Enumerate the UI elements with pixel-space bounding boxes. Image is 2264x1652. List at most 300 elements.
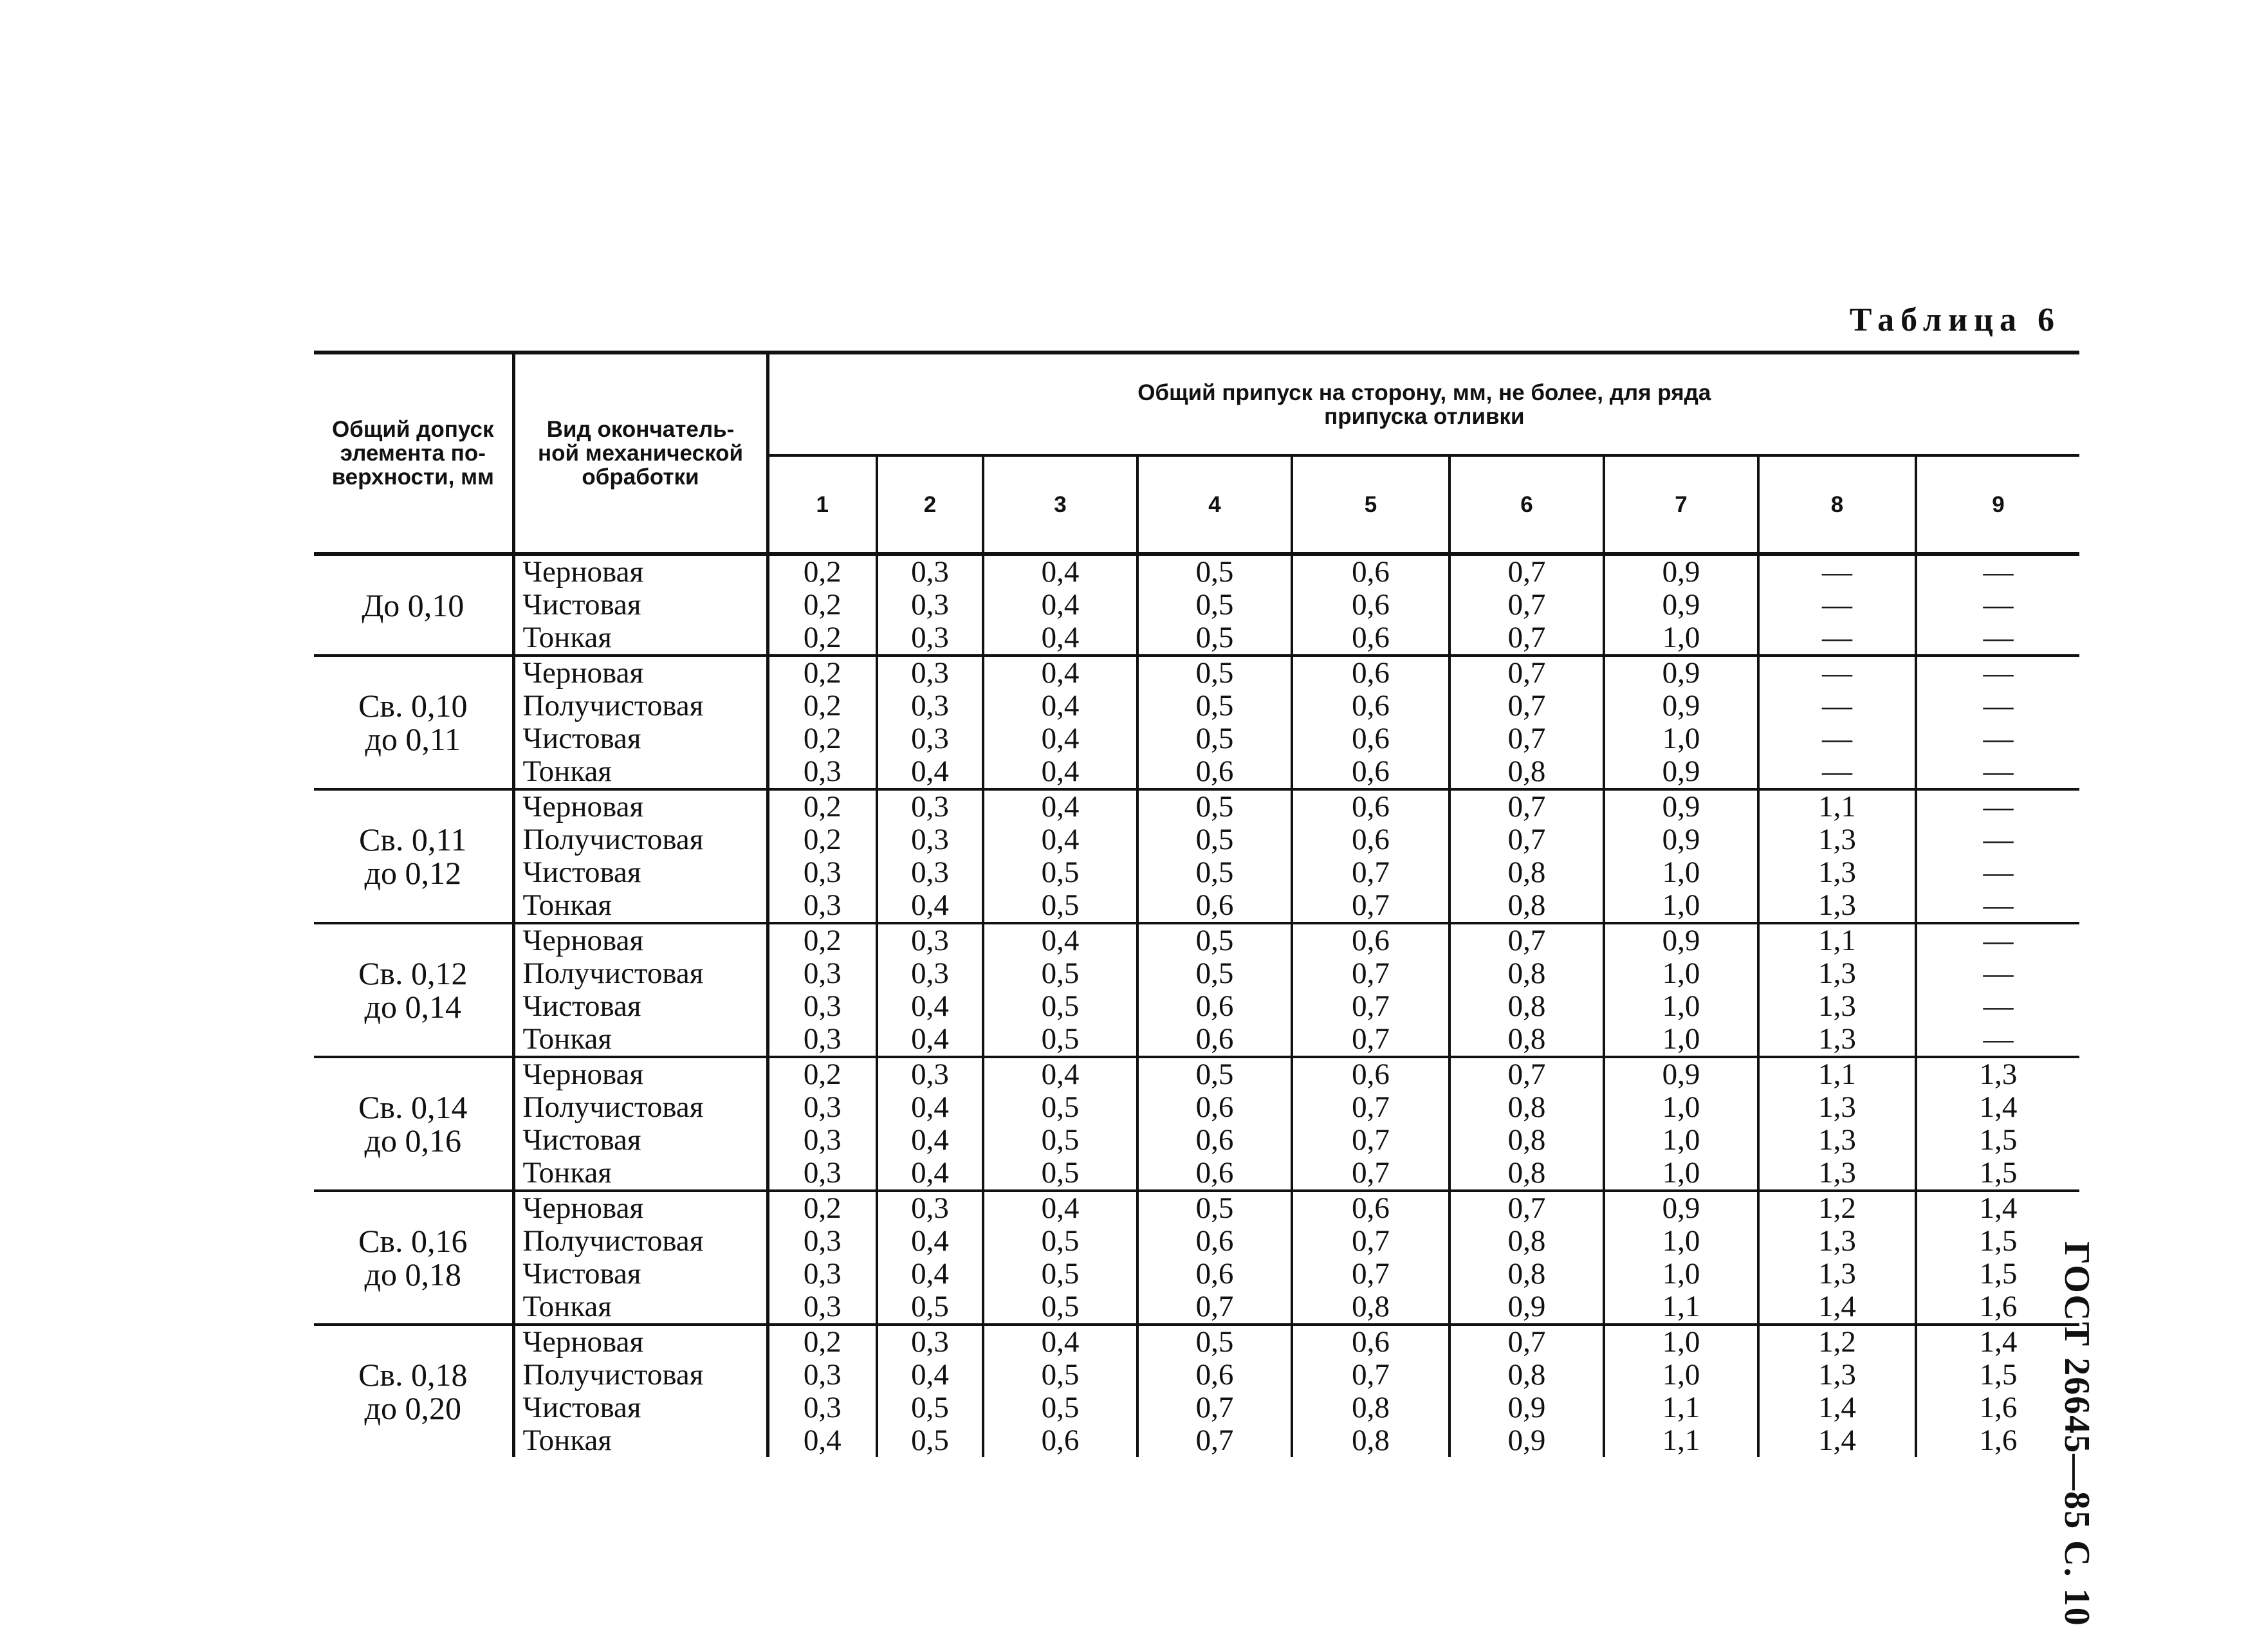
allowance-value: 1,5 [1979, 1123, 2018, 1157]
allowance-cell [1758, 789, 1916, 923]
allowance-cell [1916, 554, 2079, 656]
allowance-value: 0,3 [803, 1224, 842, 1258]
allowance-value: 0,2 [803, 555, 842, 589]
allowance-value: 0,3 [911, 856, 949, 889]
allowance-value: 0,2 [803, 790, 842, 823]
header-tolerance-line: Общий допуск [332, 417, 494, 442]
allowance-value: 1,0 [1662, 856, 1700, 889]
allowance-value: 0,8 [1507, 1257, 1546, 1290]
allowance-cell [983, 923, 1137, 1057]
allowance-cell [983, 1191, 1137, 1325]
allowance-value: 1,1 [1818, 924, 1856, 957]
allowance-cell [877, 554, 983, 656]
allowance-value: 1,4 [1818, 1391, 1856, 1424]
allowance-value: 1,0 [1662, 1022, 1700, 1056]
allowance-value: 0,6 [1352, 555, 1390, 589]
allowance-value: 0,3 [803, 1257, 842, 1290]
allowance-value: 0,3 [803, 1090, 842, 1124]
allowance-value: 1,3 [1818, 888, 1856, 922]
allowance-value: 0,7 [1352, 1156, 1390, 1189]
allowance-value: 0,3 [911, 924, 949, 957]
allowance-value: 0,3 [911, 588, 949, 621]
allowance-value: 0,5 [1195, 722, 1234, 755]
allowance-value: 0,4 [911, 989, 949, 1023]
allowance-value: 0,4 [1041, 689, 1080, 722]
allowance-value: 0,4 [911, 1358, 949, 1391]
allowance-value: 0,4 [911, 1090, 949, 1124]
allowance-value: 0,2 [803, 924, 842, 957]
allowance-value: 1,4 [1979, 1090, 2018, 1124]
allowance-value: 0,3 [803, 888, 842, 922]
machining-kind: Тонкая [522, 1022, 612, 1056]
allowance-value: 0,8 [1507, 1022, 1546, 1056]
allowance-cell [1604, 554, 1758, 656]
allowance-value: 1,1 [1662, 1391, 1700, 1424]
header-number: 6 [1450, 455, 1604, 554]
allowance-value: — [1822, 722, 1852, 755]
allowance-value: 0,3 [911, 823, 949, 856]
header-allowance-group [768, 353, 2079, 455]
allowance-cell [1137, 656, 1292, 789]
allowance-value: 0,5 [1195, 957, 1234, 990]
allowance-cell [1604, 923, 1758, 1057]
allowance-value: 1,3 [1818, 1123, 1856, 1157]
allowance-value: 1,3 [1818, 1090, 1856, 1124]
allowance-value: — [1983, 924, 2014, 957]
allowance-cell [1450, 923, 1604, 1057]
allowance-value: — [1822, 621, 1852, 654]
allowance-cell [1604, 1057, 1758, 1191]
allowance-value: 0,5 [1195, 588, 1234, 621]
allowance-value: 0,5 [1041, 1123, 1080, 1157]
machining-kind-cell [513, 923, 768, 1057]
allowance-cell [1450, 1057, 1604, 1191]
allowance-value: 0,6 [1352, 790, 1390, 823]
allowance-value: 0,5 [1195, 924, 1234, 957]
allowance-value: 1,5 [1979, 1358, 2018, 1391]
allowance-value: 0,2 [803, 588, 842, 621]
machining-kind: Тонкая [522, 888, 612, 922]
allowance-value: 0,6 [1195, 1156, 1234, 1189]
allowance-value: 1,2 [1818, 1325, 1856, 1359]
allowance-value: 0,9 [1662, 1058, 1700, 1091]
allowance-value: 0,8 [1507, 957, 1546, 990]
allowance-cell [1604, 1191, 1758, 1325]
allowance-value: 0,6 [1041, 1424, 1080, 1457]
allowance-value: 0,3 [911, 621, 949, 654]
allowance-value: 0,5 [1041, 957, 1080, 990]
allowance-value: 0,6 [1352, 722, 1390, 755]
allowance-value: 1,0 [1662, 722, 1700, 755]
allowance-value: 0,4 [911, 1224, 949, 1258]
allowance-cell [768, 789, 877, 923]
allowance-value: 0,7 [1507, 1325, 1546, 1359]
allowance-cell [983, 789, 1137, 923]
allowance-value: 0,2 [803, 1325, 842, 1359]
allowance-value: — [1822, 689, 1852, 722]
allowance-cell [1292, 923, 1450, 1057]
allowance-value: 0,3 [803, 1391, 842, 1424]
allowance-value: — [1983, 656, 2014, 690]
allowance-value: 0,4 [1041, 823, 1080, 856]
allowance-value: 1,1 [1662, 1290, 1700, 1323]
table-body [314, 554, 2079, 1457]
allowance-cell [1758, 554, 1916, 656]
table-row-group [314, 789, 2079, 923]
allowance-value: — [1983, 888, 2014, 922]
allowance-value: 0,7 [1507, 924, 1546, 957]
machining-kind-cell [513, 1191, 768, 1325]
allowance-value: 1,3 [1818, 1257, 1856, 1290]
allowance-value: 0,9 [1662, 689, 1700, 722]
machining-kind: Чистовая [522, 989, 641, 1023]
machining-kind-cell [513, 1325, 768, 1457]
allowance-value: 0,6 [1195, 1022, 1234, 1056]
allowance-value: 0,4 [911, 1156, 949, 1189]
header-kind-line: Вид окончатель- [546, 417, 735, 442]
allowance-value: 0,8 [1507, 1224, 1546, 1258]
allowance-cell [1916, 1325, 2079, 1457]
allowance-value: 0,6 [1352, 924, 1390, 957]
allowance-cell [1450, 1191, 1604, 1325]
allowance-cell [877, 656, 983, 789]
allowance-value: 0,6 [1352, 823, 1390, 856]
machining-kind: Чистовая [522, 1391, 641, 1424]
allowance-value: 0,4 [1041, 1191, 1080, 1225]
allowance-value: 0,7 [1352, 888, 1390, 922]
machining-kind-cell [513, 789, 768, 923]
tolerance-label: Св. 0,18 [358, 1357, 468, 1393]
allowance-value: 0,6 [1195, 1224, 1234, 1258]
tolerance-cell [314, 656, 513, 789]
allowance-value: 0,7 [1352, 1090, 1390, 1124]
allowance-value: 0,5 [1041, 888, 1080, 922]
tolerance-label: До 0,10 [362, 587, 465, 623]
allowance-value: 1,0 [1662, 1325, 1700, 1359]
tolerance-cell [314, 789, 513, 923]
machining-kind: Получистовая [522, 823, 704, 856]
allowance-value: 0,5 [1195, 1325, 1234, 1359]
allowance-value: 0,4 [803, 1424, 842, 1457]
machining-kind: Черновая [522, 656, 644, 690]
allowance-cell [877, 1191, 983, 1325]
allowance-value: — [1822, 588, 1852, 621]
allowance-value: 1,3 [1818, 1224, 1856, 1258]
allowance-value: 0,3 [911, 790, 949, 823]
allowance-value: 0,6 [1352, 621, 1390, 654]
allowance-value: 0,5 [1195, 1058, 1234, 1091]
allowance-value: 0,4 [1041, 588, 1080, 621]
allowance-value: 0,6 [1195, 1090, 1234, 1124]
table-caption: Таблица 6 [1849, 302, 2061, 338]
tolerance-label: до 0,12 [364, 855, 461, 891]
allowance-value: 0,4 [1041, 755, 1080, 788]
allowance-cell [983, 1057, 1137, 1191]
allowance-value: — [1983, 989, 2014, 1023]
allowance-cell [768, 1325, 877, 1457]
allowance-value: 0,7 [1507, 689, 1546, 722]
allowance-value: 1,6 [1979, 1391, 2018, 1424]
machining-kind: Черновая [522, 1191, 644, 1225]
allowance-value: 1,0 [1662, 1123, 1700, 1157]
allowance-value: 0,6 [1352, 1325, 1390, 1359]
table-row-group [314, 554, 2079, 656]
allowance-value: 0,6 [1195, 1257, 1234, 1290]
allowance-cell [983, 656, 1137, 789]
allowance-cell [1758, 923, 1916, 1057]
table-row-group [314, 656, 2079, 789]
allowance-value: 0,6 [1195, 989, 1234, 1023]
allowance-value: 0,2 [803, 823, 842, 856]
allowance-value: 0,8 [1507, 989, 1546, 1023]
allowance-value: 0,4 [1041, 1325, 1080, 1359]
machining-kind: Тонкая [522, 1424, 612, 1457]
allowance-value: 0,8 [1507, 1090, 1546, 1124]
allowance-value: — [1983, 621, 2014, 654]
allowance-value: — [1983, 957, 2014, 990]
allowance-value: 0,7 [1507, 823, 1546, 856]
machining-kind: Черновая [522, 924, 644, 957]
allowance-value: — [1983, 823, 2014, 856]
tolerance-label: до 0,18 [364, 1256, 461, 1292]
machining-kind: Получистовая [522, 957, 704, 990]
allowance-value: 0,5 [1041, 1156, 1080, 1189]
allowance-value: 0,9 [1507, 1391, 1546, 1424]
allowance-value: 0,4 [1041, 1058, 1080, 1091]
allowance-value: 0,2 [803, 656, 842, 690]
allowance-value: 0,5 [1041, 856, 1080, 889]
allowance-value: 1,0 [1662, 989, 1700, 1023]
allowance-value: — [1983, 755, 2014, 788]
allowance-value: 0,3 [803, 957, 842, 990]
allowance-value: 0,6 [1195, 1358, 1234, 1391]
allowance-value: 0,4 [1041, 924, 1080, 957]
machining-kind: Тонкая [522, 1156, 612, 1189]
allowance-cell [877, 1325, 983, 1457]
allowance-cell [1292, 1325, 1450, 1457]
allowance-value: 0,7 [1352, 856, 1390, 889]
machining-kind: Черновая [522, 790, 644, 823]
allowance-cell [1292, 1191, 1450, 1325]
allowance-value: 0,8 [1507, 856, 1546, 889]
allowance-value: 0,5 [1041, 1257, 1080, 1290]
machining-kind: Черновая [522, 555, 644, 589]
header-number: 7 [1604, 455, 1758, 554]
allowance-value: 0,5 [1195, 856, 1234, 889]
allowance-value: 0,3 [803, 989, 842, 1023]
allowance-value: 0,9 [1662, 656, 1700, 690]
allowance-value: 0,5 [911, 1391, 949, 1424]
allowance-value: 0,4 [1041, 621, 1080, 654]
allowance-value: 0,5 [1041, 1022, 1080, 1056]
machining-kind: Черновая [522, 1325, 644, 1359]
allowance-value: 0,2 [803, 1058, 842, 1091]
allowance-value: 0,6 [1352, 689, 1390, 722]
allowance-value: 0,5 [1195, 555, 1234, 589]
allowance-value: 0,4 [1041, 555, 1080, 589]
allowance-cell [1137, 1057, 1292, 1191]
tolerance-cell [314, 1191, 513, 1325]
allowance-value: 1,5 [1979, 1257, 2018, 1290]
allowance-value: — [1983, 588, 2014, 621]
allowance-cell [1604, 789, 1758, 923]
allowance-cell [768, 1057, 877, 1191]
allowance-value: 0,3 [911, 689, 949, 722]
header-tolerance [314, 353, 513, 554]
table-row-group [314, 1191, 2079, 1325]
tolerance-label: Св. 0,11 [358, 821, 467, 858]
allowance-value: 0,2 [803, 722, 842, 755]
allowance-value: 0,5 [911, 1424, 949, 1457]
allowance-value: 0,5 [1041, 1358, 1080, 1391]
allowance-value: 0,6 [1195, 1123, 1234, 1157]
header-number: 3 [983, 455, 1137, 554]
allowance-value: 1,4 [1979, 1325, 2018, 1359]
allowance-value: — [1822, 555, 1852, 589]
header-number: 2 [877, 455, 983, 554]
allowance-value: 0,6 [1352, 588, 1390, 621]
machining-kind: Получистовая [522, 1090, 704, 1124]
allowance-value: 0,5 [1041, 989, 1080, 1023]
allowance-table [314, 351, 2079, 1457]
allowance-value: 0,7 [1352, 1358, 1390, 1391]
allowance-value: 1,0 [1662, 1257, 1700, 1290]
allowance-value: 1,4 [1818, 1290, 1856, 1323]
allowance-value: 0,7 [1507, 656, 1546, 690]
allowance-value: 1,6 [1979, 1290, 2018, 1323]
allowance-value: — [1822, 656, 1852, 690]
allowance-value: 0,7 [1352, 1022, 1390, 1056]
allowance-value: 0,3 [803, 1123, 842, 1157]
allowance-value: 0,6 [1352, 755, 1390, 788]
allowance-cell [1604, 1325, 1758, 1457]
allowance-value: 0,6 [1352, 1191, 1390, 1225]
allowance-cell [1137, 789, 1292, 923]
allowance-value: 0,4 [911, 1257, 949, 1290]
table-header [314, 353, 2079, 554]
allowance-cell [1137, 1325, 1292, 1457]
allowance-cell [877, 1057, 983, 1191]
allowance-value: 0,6 [1195, 888, 1234, 922]
header-tolerance-line: верхности, мм [331, 464, 494, 490]
allowance-cell [1137, 1191, 1292, 1325]
allowance-value: 0,5 [911, 1290, 949, 1323]
allowance-value: 0,8 [1352, 1424, 1390, 1457]
allowance-value: 1,3 [1818, 856, 1856, 889]
allowance-cell [768, 554, 877, 656]
allowance-value: 0,3 [803, 755, 842, 788]
header-tolerance-line: элемента по- [340, 441, 486, 466]
allowance-value: 0,3 [911, 656, 949, 690]
header-kind-line: обработки [582, 464, 699, 490]
allowance-value: 0,8 [1507, 1156, 1546, 1189]
allowance-value: 0,7 [1507, 722, 1546, 755]
allowance-cell [1916, 656, 2079, 789]
allowance-cell [1450, 656, 1604, 789]
allowance-cell [768, 923, 877, 1057]
machining-kind: Получистовая [522, 689, 704, 722]
allowance-value: 0,8 [1507, 888, 1546, 922]
allowance-value: 0,4 [1041, 790, 1080, 823]
allowance-value: 1,6 [1979, 1424, 2018, 1457]
allowance-value: 0,9 [1507, 1290, 1546, 1323]
tolerance-label: до 0,16 [364, 1123, 461, 1159]
allowance-value: 0,9 [1662, 588, 1700, 621]
allowance-value: 0,4 [911, 755, 949, 788]
allowance-value: 1,1 [1818, 1058, 1856, 1091]
allowance-value: 1,5 [1979, 1156, 2018, 1189]
allowance-value: 0,3 [803, 1290, 842, 1323]
allowance-value: 0,7 [1507, 555, 1546, 589]
allowance-cell [983, 554, 1137, 656]
tolerance-label: до 0,14 [364, 989, 461, 1025]
allowance-cell [1758, 1191, 1916, 1325]
allowance-cell [877, 789, 983, 923]
tolerance-cell [314, 923, 513, 1057]
tolerance-label: Св. 0,14 [358, 1089, 468, 1125]
allowance-value: 1,5 [1979, 1224, 2018, 1258]
header-kind-line: ной механической [538, 441, 743, 466]
allowance-cell [768, 656, 877, 789]
allowance-value: — [1983, 689, 2014, 722]
header-number: 9 [1916, 455, 2079, 554]
tolerance-cell [314, 1057, 513, 1191]
allowance-cell [1137, 923, 1292, 1057]
allowance-cell [983, 1325, 1137, 1457]
allowance-cell [1292, 789, 1450, 923]
allowance-value: 0,2 [803, 689, 842, 722]
allowance-value: 0,5 [1041, 1391, 1080, 1424]
header-number: 4 [1137, 455, 1292, 554]
allowance-value: 1,0 [1662, 1224, 1700, 1258]
allowance-value: 0,3 [911, 555, 949, 589]
allowance-value: 1,0 [1662, 1358, 1700, 1391]
machining-kind: Чистовая [522, 722, 641, 755]
allowance-value: 0,3 [803, 1022, 842, 1056]
machining-kind: Тонкая [522, 1290, 612, 1323]
allowance-value: 0,4 [1041, 656, 1080, 690]
allowance-value: 0,5 [1195, 621, 1234, 654]
machining-kind: Чистовая [522, 588, 641, 621]
machining-kind-cell [513, 656, 768, 789]
allowance-value: 1,3 [1818, 957, 1856, 990]
allowance-value: 0,7 [1195, 1424, 1234, 1457]
allowance-value: 0,5 [1195, 689, 1234, 722]
allowance-value: — [1983, 722, 2014, 755]
allowance-value: — [1983, 790, 2014, 823]
allowance-value: 0,7 [1352, 1123, 1390, 1157]
allowance-value: 0,9 [1662, 924, 1700, 957]
allowance-value: 1,3 [1818, 1156, 1856, 1189]
allowance-value: 0,3 [803, 1156, 842, 1189]
allowance-value: 1,0 [1662, 1090, 1700, 1124]
allowance-value: 0,5 [1195, 790, 1234, 823]
allowance-value: 0,6 [1352, 656, 1390, 690]
allowance-value: 0,7 [1507, 790, 1546, 823]
table-row-group [314, 1325, 2079, 1457]
tolerance-label: Св. 0,12 [358, 955, 468, 991]
machining-kind-cell [513, 1057, 768, 1191]
header-group-line: припуска отливки [1324, 403, 1525, 429]
tolerance-label: до 0,20 [364, 1390, 461, 1426]
allowance-value: 1,4 [1818, 1424, 1856, 1457]
allowance-value: 1,4 [1979, 1191, 2018, 1225]
allowance-value: 0,3 [803, 856, 842, 889]
allowance-value: 0,7 [1352, 1257, 1390, 1290]
allowance-value: 1,0 [1662, 888, 1700, 922]
allowance-cell [1758, 656, 1916, 789]
allowance-value: 0,2 [803, 621, 842, 654]
